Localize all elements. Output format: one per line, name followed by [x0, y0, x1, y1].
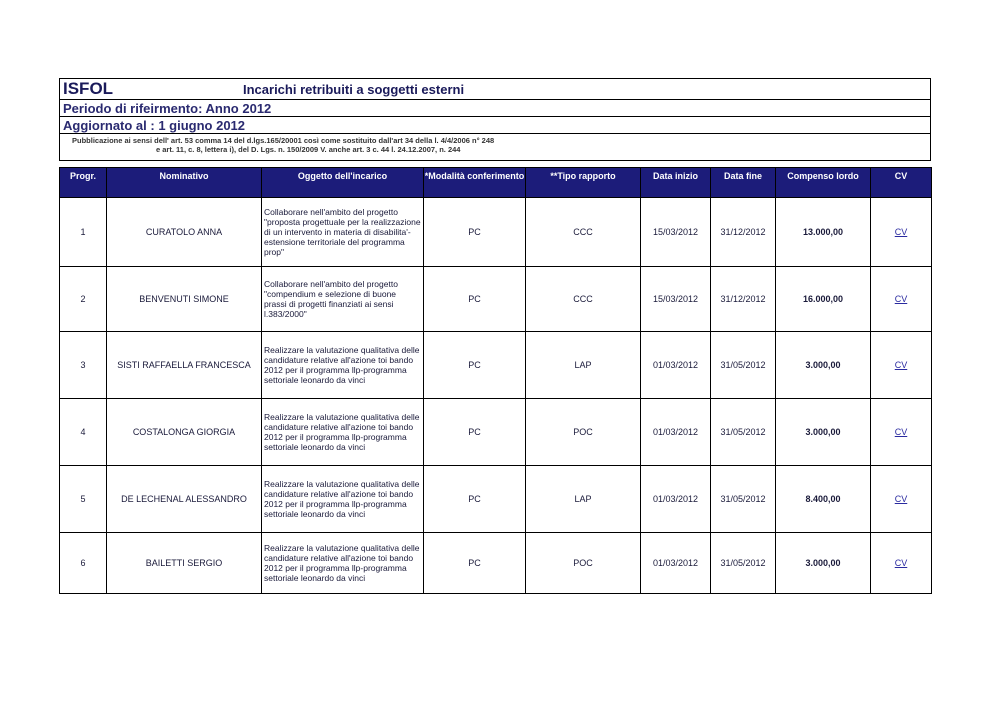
progr-cell: 4: [60, 399, 107, 466]
fine-cell: 31/12/2012: [711, 267, 776, 332]
col-data-inizio: Data inizio: [641, 168, 711, 198]
table-row: [60, 399, 932, 466]
updated-label: Aggiornato al : 1 giugno 2012: [60, 117, 931, 134]
table-row: [60, 533, 932, 594]
compenso-cell: 3.000,00: [776, 533, 871, 594]
col-tipo: **Tipo rapporto: [526, 168, 641, 198]
compenso-cell: 13.000,00: [776, 198, 871, 267]
col-modalita: *Modalità conferimento: [424, 168, 526, 198]
table-row: [60, 332, 932, 399]
inizio-cell: 01/03/2012: [641, 533, 711, 594]
column-header-row: [60, 168, 932, 198]
compenso-cell: 3.000,00: [776, 332, 871, 399]
tipo-cell: LAP: [526, 466, 641, 533]
inizio-cell: 15/03/2012: [641, 198, 711, 267]
fine-cell: 31/12/2012: [711, 198, 776, 267]
period-label: Periodo di rifeirmento: Anno 2012: [60, 100, 931, 117]
oggetto-cell: Collaborare nell'ambito del progetto "compendium e selezione di buone prassi di progetti finanziati ai sensi l.383/2000": [262, 267, 424, 332]
cv-link[interactable]: CV: [894, 558, 908, 568]
nome-cell: DE LECHENAL ALESSANDRO: [107, 466, 262, 533]
cv-link[interactable]: CV: [894, 294, 908, 304]
fine-cell: 31/05/2012: [711, 466, 776, 533]
progr-cell: 3: [60, 332, 107, 399]
nome-cell: COSTALONGA GIORGIA: [107, 399, 262, 466]
tipo-cell: POC: [526, 533, 641, 594]
title-row: [60, 79, 931, 100]
inizio-cell: 01/03/2012: [641, 399, 711, 466]
oggetto-cell: Realizzare la valutazione qualitativa delle candidature relative all'azione toi bando 2012 per il programma llp-programma settoriale leonardo da vinci: [262, 332, 424, 399]
col-nominativo: Nominativo: [107, 168, 262, 198]
cv-link[interactable]: CV: [894, 494, 908, 504]
tipo-cell: LAP: [526, 332, 641, 399]
header-table: [59, 78, 931, 161]
assignments-table: [59, 167, 932, 594]
table-row: [60, 267, 932, 332]
cv-link[interactable]: CV: [894, 227, 908, 237]
legal-note-line2: e art. 11, c. 8, lettera i), del D. Lgs. n. 150/2009 V. anche art. 3 c. 44 l. 24.12.2007, n. 244: [156, 145, 461, 154]
progr-cell: 1: [60, 198, 107, 267]
oggetto-cell: Realizzare la valutazione qualitativa delle candidature relative all'azione toi bando 2012 per il programma llp-programma settoriale leonardo da vinci: [262, 533, 424, 594]
spreadsheet: [59, 78, 931, 594]
modalita-cell: PC: [424, 399, 526, 466]
table-row: [60, 466, 932, 533]
modalita-cell: PC: [424, 466, 526, 533]
oggetto-cell: Realizzare la valutazione qualitativa delle candidature relative all'azione toi bando 2012 per il programma llp-programma settoriale leonardo da vinci: [262, 466, 424, 533]
progr-cell: 2: [60, 267, 107, 332]
progr-cell: 6: [60, 533, 107, 594]
period-row: [60, 100, 931, 117]
nome-cell: BAILETTI SERGIO: [107, 533, 262, 594]
fine-cell: 31/05/2012: [711, 399, 776, 466]
cv-link[interactable]: CV: [894, 360, 908, 370]
modalita-cell: PC: [424, 198, 526, 267]
modalita-cell: PC: [424, 267, 526, 332]
legal-note-line1: Pubblicazione ai sensi dell' art. 53 comma 14 del d.lgs.165/20001 così come sostituito dall'art 34 della l. 4/4/2006 n° 248: [72, 136, 495, 145]
inizio-cell: 15/03/2012: [641, 267, 711, 332]
nome-cell: BENVENUTI SIMONE: [107, 267, 262, 332]
updated-row: [60, 117, 931, 134]
organization-name: ISFOL: [63, 79, 114, 98]
table-row: [60, 198, 932, 267]
nome-cell: CURATOLO ANNA: [107, 198, 262, 267]
progr-cell: 5: [60, 466, 107, 533]
compenso-cell: 16.000,00: [776, 267, 871, 332]
col-progr: Progr.: [60, 168, 107, 198]
col-compenso: Compenso lordo: [776, 168, 871, 198]
oggetto-cell: Collaborare nell'ambito del progetto "proposta progettuale per la realizzazione di un intervento in materia di disabilita'-estensione territoriale del programma prop": [262, 198, 424, 267]
col-oggetto: Oggetto dell'incarico: [262, 168, 424, 198]
compenso-cell: 3.000,00: [776, 399, 871, 466]
fine-cell: 31/05/2012: [711, 533, 776, 594]
cv-link[interactable]: CV: [894, 427, 908, 437]
inizio-cell: 01/03/2012: [641, 466, 711, 533]
legal-note-row: [60, 134, 931, 161]
tipo-cell: CCC: [526, 267, 641, 332]
nome-cell: SISTI RAFFAELLA FRANCESCA: [107, 332, 262, 399]
modalita-cell: PC: [424, 332, 526, 399]
document-title: Incarichi retribuiti a soggetti esterni: [243, 82, 465, 97]
inizio-cell: 01/03/2012: [641, 332, 711, 399]
col-cv: CV: [871, 168, 932, 198]
tipo-cell: CCC: [526, 198, 641, 267]
col-data-fine: Data fine: [711, 168, 776, 198]
fine-cell: 31/05/2012: [711, 332, 776, 399]
oggetto-cell: Realizzare la valutazione qualitativa delle candidature relative all'azione toi bando 2012 per il programma llp-programma settoriale leonardo da vinci: [262, 399, 424, 466]
tipo-cell: POC: [526, 399, 641, 466]
modalita-cell: PC: [424, 533, 526, 594]
compenso-cell: 8.400,00: [776, 466, 871, 533]
